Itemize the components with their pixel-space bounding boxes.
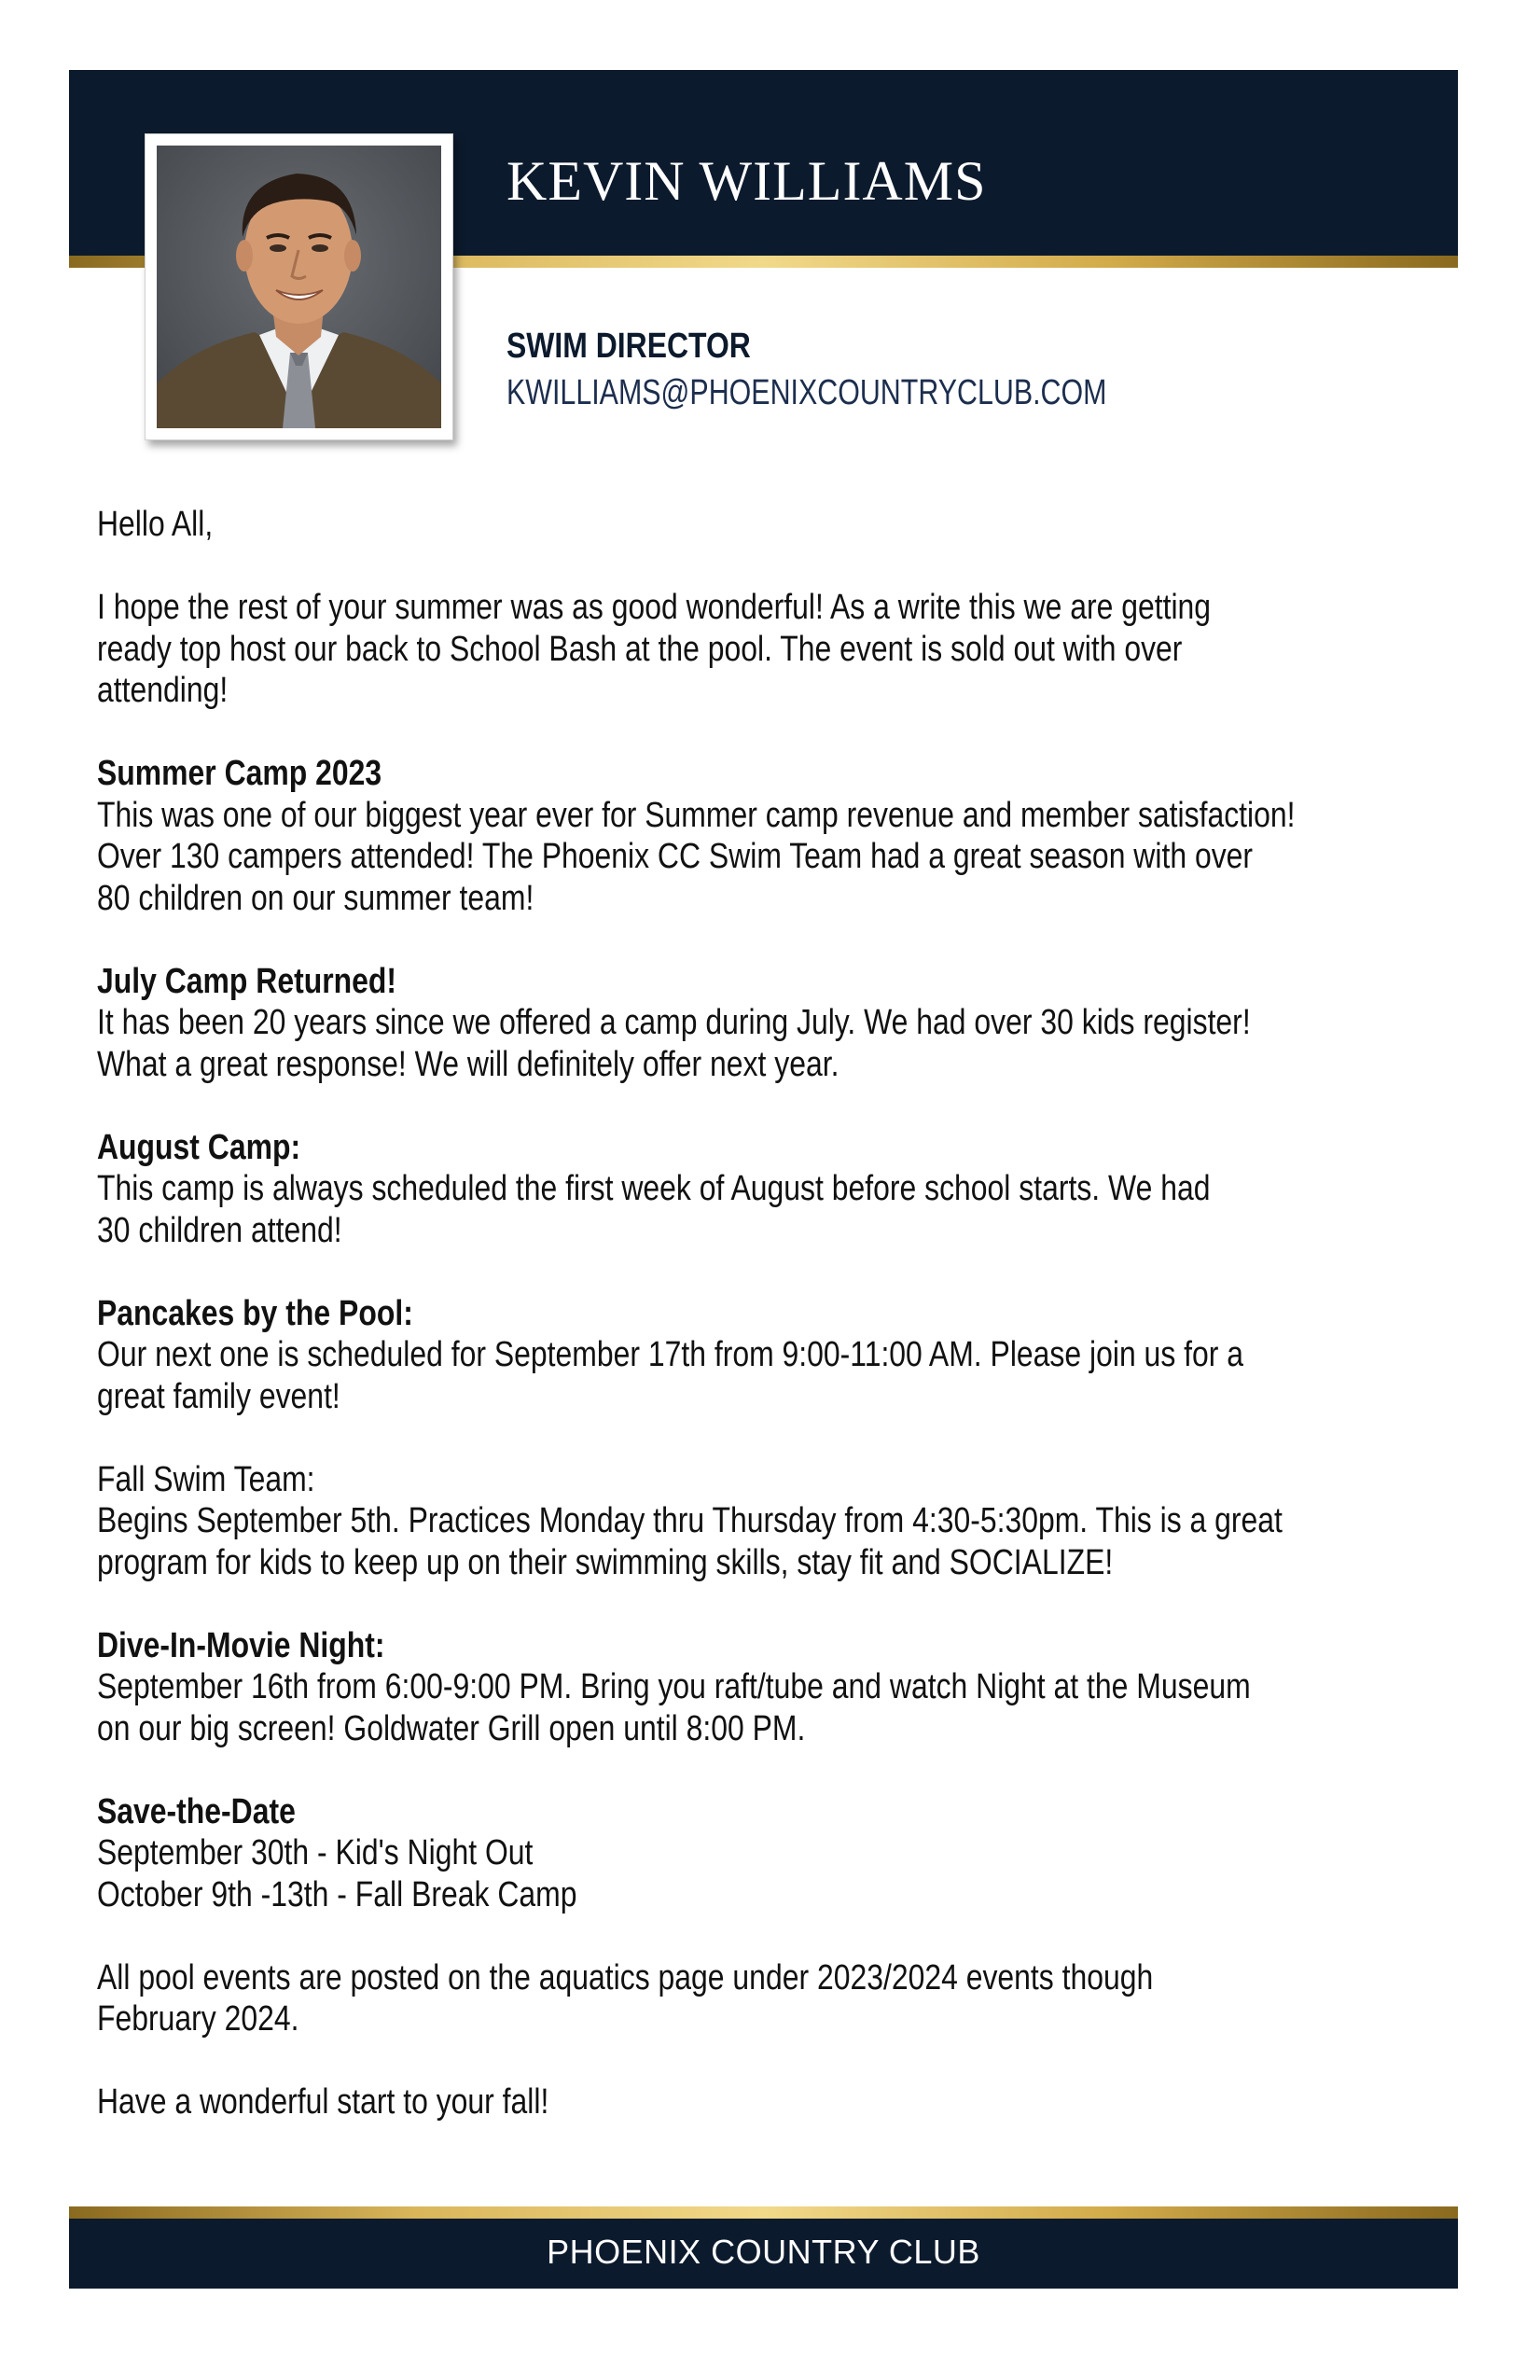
section-line: program for kids to keep up on their swimming skills, stay fit and SOCIALIZE! [97, 1542, 1114, 1582]
person-name: KEVIN WILLIAMS [506, 150, 987, 212]
intro-paragraph [97, 587, 1476, 712]
section-line: on our big screen! Goldwater Grill open until 8:00 PM. [97, 1708, 806, 1748]
greeting-line: Hello All, [97, 505, 214, 544]
section-heading: Save-the-Date [97, 1791, 296, 1831]
portrait-frame [145, 133, 453, 440]
section-pancakes [97, 1293, 1476, 1418]
section-line: 30 children attend! [97, 1210, 342, 1250]
section-line: What a great response! We will definitely offer next year. [97, 1044, 839, 1084]
section-summer-camp [97, 753, 1476, 919]
portrait-illustration [157, 146, 441, 428]
section-line: This camp is always scheduled the first week of August before school starts. We had [97, 1169, 1211, 1208]
email-address[interactable]: KWILLIAMS@PHOENIXCOUNTRYCLUB.COM [506, 373, 1107, 412]
section-heading: July Camp Returned! [97, 961, 397, 1001]
signoff [97, 2081, 1476, 2123]
section-line: great family event! [97, 1376, 340, 1416]
section-heading: Pancakes by the Pool: [97, 1293, 413, 1333]
portrait-photo [157, 146, 441, 428]
section-august-camp [97, 1127, 1476, 1252]
job-title: SWIM DIRECTOR [506, 327, 751, 366]
footer-club-name: PHOENIX COUNTRY CLUB [547, 2233, 980, 2271]
section-line: September 16th from 6:00-9:00 PM. Bring you raft/tube and watch Night at the Museum [97, 1667, 1251, 1706]
section-heading: Fall Swim Team: [97, 1459, 315, 1499]
section-save-the-date [97, 1791, 1476, 1916]
intro-line: ready top host our back to School Bash at the pool. The event is sold out with over [97, 629, 1183, 669]
section-line: 80 children on our summer team! [97, 878, 534, 918]
letter-body [97, 504, 1476, 2164]
section-heading: Dive-In-Movie Night: [97, 1625, 385, 1665]
section-dive-in-movie [97, 1625, 1476, 1750]
closing-line: February 2024. [97, 1999, 299, 2039]
section-heading: Summer Camp 2023 [97, 754, 382, 793]
section-july-camp [97, 961, 1476, 1086]
closing-note [97, 1957, 1476, 2040]
section-line: October 9th -13th - Fall Break Camp [97, 1874, 577, 1914]
section-heading: August Camp: [97, 1127, 301, 1167]
section-line: September 30th - Kid's Night Out [97, 1833, 534, 1872]
signoff-line: Have a wonderful start to your fall! [97, 2082, 549, 2122]
section-line: Over 130 campers attended! The Phoenix CC Swim Team had a great season with over [97, 837, 1254, 876]
intro-line: I hope the rest of your summer was as good wonderful! As a write this we are getting [97, 588, 1212, 627]
intro-line: attending! [97, 671, 229, 710]
footer-gold-stripe [69, 2206, 1458, 2219]
closing-line: All pool events are posted on the aquatics page under 2023/2024 events though [97, 1957, 1154, 1997]
section-fall-swim-team [97, 1459, 1476, 1584]
greeting [97, 504, 1476, 546]
footer-bar [69, 2206, 1458, 2289]
section-line: This was one of our biggest year ever for Summer camp revenue and member satisfaction! [97, 795, 1296, 835]
section-line: It has been 20 years since we offered a camp during July. We had over 30 kids register! [97, 1003, 1251, 1042]
section-line: Begins September 5th. Practices Monday thru Thursday from 4:30-5:30pm. This is a great [97, 1501, 1283, 1540]
section-line: Our next one is scheduled for September 17th from 9:00-11:00 AM. Please join us for a [97, 1335, 1244, 1374]
